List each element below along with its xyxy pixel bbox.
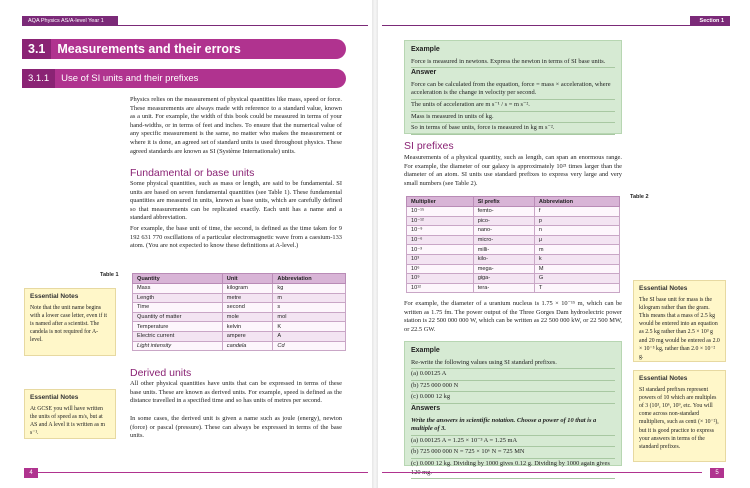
column-header: SI prefix (473, 197, 534, 207)
prefix-example-paragraph: For example, the diameter of a uranium nucleus is 1.75 × 10⁻¹⁵ m, which can be written as 1.75 fm. The power output of the Three Gorges Dam hydroelectric power station is 22 500 000 000 W, which can be written as 22 500 000 kW, or 22 500 MW, or 22.5 GW. (404, 300, 622, 333)
note-title: Essential Notes (30, 293, 79, 300)
note-text: SI standard prefixes represent powers of 10 which are multiples of 3 (10³, 10⁶, 10⁹, etc. You will come across non-standard multipliers, such as centi (× 10⁻²), but it is good practice to express your answers in terms of the standard prefixes. (639, 387, 719, 450)
table-row (407, 245, 620, 255)
example-question: Force is measured in newtons. Express the newton in terms of SI base units. (411, 57, 615, 69)
table-cell: candela (222, 341, 273, 351)
column-header: Multiplier (407, 197, 474, 207)
table-1-label: Table 1 (100, 272, 119, 278)
heading-fundamental-units: Fundamental or base units (130, 167, 255, 179)
table-row (133, 303, 346, 313)
example-line: (a) 0.00125 A = 1.25 × 10⁻³ A = 1.25 mA (411, 436, 615, 448)
table-cell: m (534, 245, 619, 255)
example-heading: Example (411, 347, 440, 354)
derived-paragraph-2: In some cases, the derived unit is given a name such as joule (energy), newton (force) or pascal (pressure). These can always be expressed in terms of the base units. (130, 415, 342, 440)
subsection-banner (22, 69, 346, 88)
example-line: (c) 0.000 12 kg. Dividing by 1000 gives 0.12 g. Dividing by 1000 again gives (411, 459, 615, 479)
answer-hint: Write the answers in scientific notation. Choose a power of 10 that is a multiple of 3. (411, 416, 615, 436)
example-line: Mass is measured in units of kg. (411, 112, 615, 124)
table-row (133, 293, 346, 303)
section-title: Measurements and their errors (57, 42, 241, 56)
table-row (407, 254, 620, 264)
fundamental-paragraph-2: For example, the base unit of time, the second, is defined as the time taken for 9 192 631 770 oscillations of a particular electromagnetic wave from a caesium-133 atom. (You are not expected to know these definitions at A-level.) (130, 225, 342, 250)
table-cell: Cd (273, 341, 346, 351)
table-cell: Length (133, 293, 223, 303)
table-cell: kg (273, 284, 346, 294)
table-cell: μ (534, 235, 619, 245)
prefix-paragraph: Measurements of a physical quantity, such as length, can span an enormous range. For example, the diameter of our galaxy is approximately 10²¹ times larger than the diameter of an atom. SI units use standard prefixes to express very large and very small numbers (see Table 2). (404, 154, 622, 187)
table-row (407, 226, 620, 236)
table-2-si-prefixes (406, 196, 620, 293)
column-header: Quantity (133, 274, 223, 284)
example-line: (c) 0.000 12 kg (411, 392, 615, 404)
table-cell: nano- (473, 226, 534, 236)
table-cell: femto- (473, 207, 534, 217)
heading-si-prefixes: SI prefixes (404, 140, 454, 152)
table-cell: 10³ (407, 254, 474, 264)
column-header: Abbreviation (534, 197, 619, 207)
right-page (378, 0, 750, 488)
table-row (407, 235, 620, 245)
heading-derived-units: Derived units (130, 367, 192, 379)
example-box (404, 341, 622, 466)
table-cell: Quantity of matter (133, 312, 223, 322)
column-header: Unit (222, 274, 273, 284)
table-cell: A (273, 331, 346, 341)
answer-heading: Answer (411, 69, 437, 77)
table-row (133, 331, 346, 341)
table-cell: mol (273, 312, 346, 322)
table-cell: K (273, 322, 346, 332)
table-cell: Temperature (133, 322, 223, 332)
note-title: Essential Notes (639, 375, 688, 382)
table-cell: 10⁹ (407, 274, 474, 284)
example-line: (a) 0.00125 A (411, 369, 615, 381)
table-cell: tera- (473, 283, 534, 293)
table-cell: mega- (473, 264, 534, 274)
column-header: Abbreviation (273, 274, 346, 284)
left-page (0, 0, 372, 488)
table-cell: kilogram (222, 284, 273, 294)
example-line: So in terms of base units, force is measured in kg m s⁻². (411, 123, 615, 135)
note-text: The SI base unit for mass is the kilogram rather than the gram. This means that a mass of 2.5 kg would be entered into an equation as 2.5 kg rather than 2.5 × 10³ g and 20 mg would be entered as 2.0 × 10⁻⁵ kg, rather than 2.0 × 10⁻² g. (639, 297, 720, 360)
running-header: AQA Physics AS/A-level Year 1 (22, 16, 118, 26)
table-row (407, 264, 620, 274)
section-banner (22, 39, 346, 59)
subsection-title: Use of SI units and their prefixes (61, 73, 199, 84)
example-line: The units of acceleration are m s⁻¹ / s = m s⁻². (411, 100, 615, 112)
table-cell: second (222, 303, 273, 313)
table-cell: k (534, 254, 619, 264)
table-cell: Mass (133, 284, 223, 294)
table-cell: Electric current (133, 331, 223, 341)
table-cell: mole (222, 312, 273, 322)
example-box (404, 40, 622, 134)
example-question: Re-write the following values using SI standard prefixes. (411, 358, 615, 370)
page-number: 5 (710, 468, 724, 478)
table-cell: 10⁻³ (407, 245, 474, 255)
essential-notes-box (24, 288, 116, 356)
table-row (133, 341, 346, 351)
table-cell: giga- (473, 274, 534, 284)
table-cell: kelvin (222, 322, 273, 332)
page-number: 4 (24, 468, 38, 478)
table-row (407, 283, 620, 293)
table-row (407, 274, 620, 284)
table-cell: G (534, 274, 619, 284)
table-2-label: Table 2 (630, 194, 649, 200)
subsection-number: 3.1.1 (22, 69, 55, 88)
table-cell: 10⁶ (407, 264, 474, 274)
example-line: Force can be calculated from the equation, force = mass × acceleration, where acceleration is the change in velocity per second. (411, 80, 615, 100)
derived-paragraph-1: All other physical quantities have units that can be expressed in terms of these base units. These are known as derived units. For example, speed is defined as the distance travelled in a specified time and so has units of metres per second. (130, 380, 342, 405)
example-line: (b) 725 000 000 N (411, 381, 615, 393)
table-cell: ampere (222, 331, 273, 341)
answers-heading: Answers (411, 404, 441, 412)
table-cell: T (534, 283, 619, 293)
table-cell: f (534, 207, 619, 217)
table-cell: milli- (473, 245, 534, 255)
table-cell: Light intensity (133, 341, 223, 351)
section-number: 3.1 (22, 39, 51, 59)
table-cell: micro- (473, 235, 534, 245)
table-1-base-units (132, 273, 346, 351)
table-cell: 10⁻¹² (407, 216, 474, 226)
essential-notes-box (633, 370, 726, 462)
table-cell: metre (222, 293, 273, 303)
example-heading: Example (411, 46, 440, 53)
fundamental-paragraph-1: Some physical quantities, such as mass or length, are said to be fundamental. SI units are based on seven fundamental quantities (see Table 1). These fundamental quantities are measured in units, known as base units, which are carefully defined so that measurements can be replicated exactly. Each unit has a name and a standard abbreviation. (130, 180, 342, 222)
table-row (133, 312, 346, 322)
table-cell: p (534, 216, 619, 226)
note-text: At GCSE you will have written the units of speed as m/s, but at AS and A level it is written as m s⁻¹. (30, 406, 106, 437)
note-title: Essential Notes (639, 285, 688, 292)
table-cell: pico- (473, 216, 534, 226)
intro-paragraph: Physics relies on the measurement of physical quantities like mass, speed or force. These measurements are always made with reference to a standard value, known as a unit. For example, the width of this book could be measured in terms of your hand-widths, or in terms of feet and inches. To ensure that the numerical value of any specific measurement is the same, no matter who makes the measurement or where it is done, an agreed set of standard units is used throughout physics. These agreed standards are known as SI (Système Internationale) units. (130, 96, 342, 155)
note-text: Note that the unit name begins with a lower case letter, even if it is named after a scientist. The candela is not required for A-level. (30, 305, 108, 344)
note-title: Essential Notes (30, 394, 79, 401)
table-row (133, 322, 346, 332)
table-row (407, 216, 620, 226)
table-cell: M (534, 264, 619, 274)
running-header: Section 1 (690, 16, 730, 26)
table-cell: n (534, 226, 619, 236)
table-row (133, 284, 346, 294)
table-cell: 10⁻¹⁵ (407, 207, 474, 217)
table-cell: Time (133, 303, 223, 313)
table-cell: m (273, 293, 346, 303)
table-row (407, 207, 620, 217)
essential-notes-box (24, 389, 116, 439)
essential-notes-box (633, 280, 726, 362)
footer-rule (38, 472, 368, 473)
table-cell: 10⁻⁶ (407, 235, 474, 245)
table-cell: kilo- (473, 254, 534, 264)
header-rule (382, 25, 690, 26)
header-rule (118, 25, 368, 26)
table-cell: 10¹² (407, 283, 474, 293)
footer-rule (382, 472, 702, 473)
table-cell: s (273, 303, 346, 313)
table-cell: 10⁻⁹ (407, 226, 474, 236)
example-line: (b) 725 000 000 N = 725 × 10⁶ N = 725 MN (411, 447, 615, 459)
